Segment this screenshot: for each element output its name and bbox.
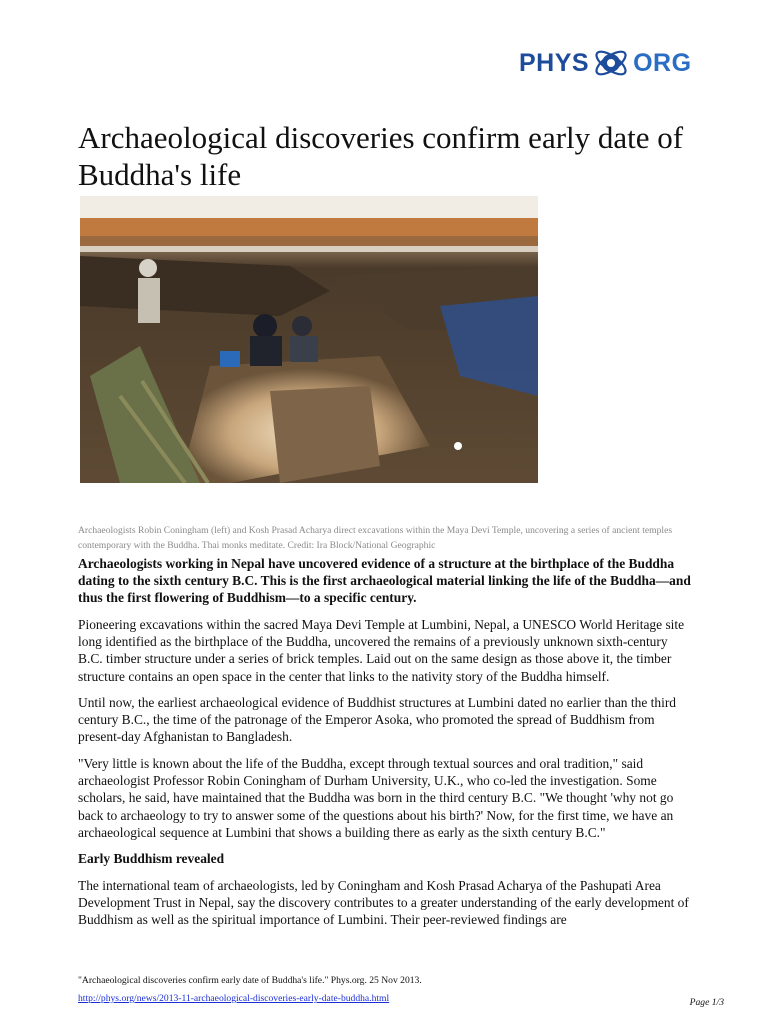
logo-text-phys: PHYS xyxy=(519,48,590,77)
article-body xyxy=(78,555,694,938)
atom-icon xyxy=(591,43,631,83)
article-link[interactable]: http://phys.org/news/2013-11-archaeological-discoveries-early-date-buddha.html xyxy=(78,993,390,1004)
lead-paragraph: Archaeologists working in Nepal have uncovered evidence of a structure at the birthplace of the Buddha dating to the sixth century B.C. This is the first archaeological material linking the life of the Buddha—and thus the first flowering of Buddhism—to a specific century. xyxy=(78,556,691,606)
body-paragraph: Pioneering excavations within the sacred Maya Devi Temple at Lumbini, Nepal, a UNESCO World Heritage site long identified as the birthplace of the Buddha, uncovered the remains of a previously unknown sixth-century B.C. timber structure under a series of brick temples. Laid out on the same design as those above it, the timber structure contains an open space in the center that links to the nativity story of the Buddha himself. xyxy=(78,616,685,684)
body-paragraph: The international team of archaeologists, led by Coningham and Kosh Prasad Acharya of the Pashupati Area Development Trust in Nepal, say the discovery contributes to a greater understanding of the early development of Buddhism as well as the spiritual importance of Lumbini. Their peer-reviewed findings are xyxy=(78,877,689,928)
citation-text: "Archaeological discoveries confirm early date of Buddha's life." Phys.org. 25 Nov 2013. xyxy=(78,975,422,986)
body-paragraph: Until now, the earliest archaeological evidence of Buddhist structures at Lumbini dated no earlier than the third century B.C., the time of the patronage of the Emperor Asoka, who promoted the spread of Buddhism from present-day Afghanistan to Bangladesh. xyxy=(78,695,677,745)
article-title: Archaeological discoveries confirm early date of Buddha's life xyxy=(78,120,684,192)
section-heading: Early Buddhism revealed xyxy=(78,851,225,867)
page-footer xyxy=(78,972,698,1008)
photo-caption: Archaeologists Robin Coningham (left) and Kosh Prasad Acharya direct excavations within the Maya Devi Temple, uncovering a series of ancient temples contemporary with the Buddha. Thai monks meditate. Credit: Ira Block/National Geographic xyxy=(78,525,673,551)
excavation-photo xyxy=(80,196,538,483)
excavation-illustration xyxy=(80,196,538,483)
page-number: Page 1/3 xyxy=(689,997,724,1008)
body-paragraph: "Very little is known about the life of the Buddha, except through textual sources and oral tradition," said archaeologist Professor Robin Coningham of Durham University, U.K., who co-led the investigation. Some scholars, he said, have maintained that the Buddha was born in the third century B.C. "We thought 'why not go back to archaeology to try to answer some of the questions about his birth?' Now, for the first time, we have an archaeological sequence at Lumbini that shows a building there as early as the sixth century B.C." xyxy=(78,755,674,840)
logo-text-org: ORG xyxy=(633,48,692,77)
phys-org-logo xyxy=(519,40,692,86)
